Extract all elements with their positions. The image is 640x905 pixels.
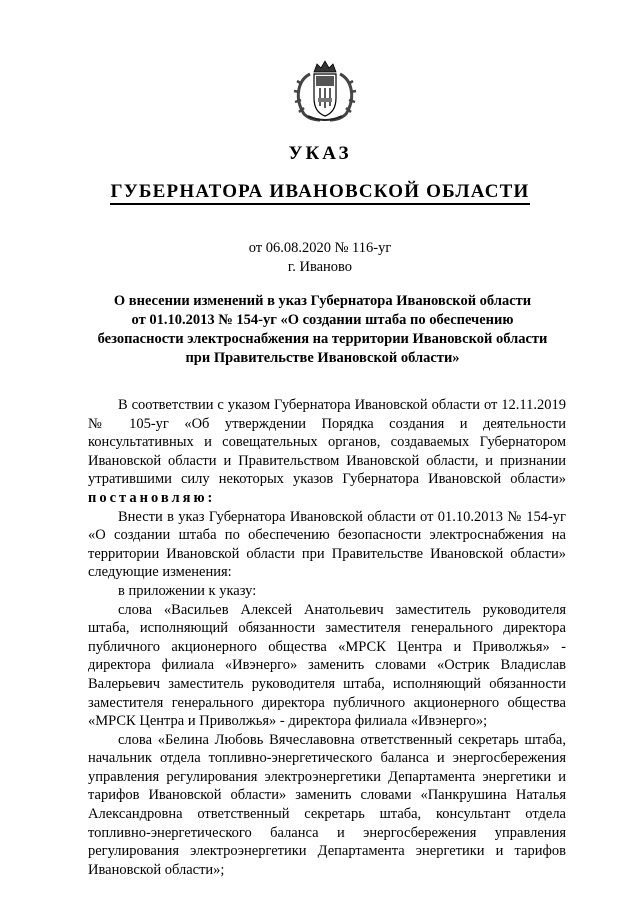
- preamble-text: В соответствии с указом Губернатора Ивановской области от 12.11.2019 № 105-уг «Об утверждении Порядка создания и деятельности консультативных и совещательных органов, создаваемых Губернатором Ивановской области и Правительством Ивановской области, и признании утратившими силу некоторых указов Губернатора Ивановской области»: [88, 397, 566, 488]
- decree-body: [88, 396, 566, 879]
- body-paragraph: слова «Васильев Алексей Анатольевич заместитель руководителя штаба, исполняющий обязанности заместителя генерального директора публичного акционерного общества «МРСК Центра и Приволжья» - директора филиала «Ивэнерго» заменить словами «Острик Владислав Валерьевич заместитель руководителя штаба, исполняющий обязанности заместителя генерального директора публичного акционерного общества «МРСК Центра и Приволжья» - директора филиала «Ивэнерго»;: [88, 601, 566, 730]
- heading-line: безопасности электроснабжения на территории Ивановской области: [97, 331, 548, 347]
- decree-city: г. Иваново: [287, 259, 353, 275]
- decree-date-number: от 06.08.2020 № 116-уг: [248, 240, 392, 256]
- decree-heading: [90, 292, 555, 368]
- body-paragraph: в приложении к указу:: [118, 582, 257, 599]
- issuer-title: [0, 181, 640, 203]
- heading-line: О внесении изменений в указ Губернатора Ивановской области: [113, 293, 532, 309]
- decree-title: УКАЗ: [288, 143, 352, 164]
- heading-line: при Правительстве Ивановской области»: [185, 350, 460, 366]
- body-paragraph: Внести в указ Губернатора Ивановской области от 01.10.2013 № 154-уг «О создании штаба по обеспечению безопасности электроснабжения на территории Ивановской области при Правительстве Ивановской области» следующие изменения:: [88, 508, 566, 581]
- issuer-title-text: ГУБЕРНАТОРА ИВАНОВСКОЙ ОБЛАСТИ: [110, 181, 529, 205]
- coat-of-arms-emblem: [290, 58, 360, 124]
- resolve-word: постановляю:: [88, 489, 216, 506]
- coat-of-arms-icon: [290, 58, 360, 124]
- heading-line: от 01.10.2013 № 154-уг «О создании штаба по обеспечению: [131, 312, 514, 328]
- body-paragraph: слова «Белина Любовь Вячеславовна ответственный секретарь штаба, начальник отдела топливно-энергетического баланса и энергосбережения управления регулирования электроэнергетики Департамента энергетики и тарифов Ивановской области» заменить словами «Панкрушина Наталья Александровна ответственный секретарь штаба, консультант отдела топливно-энергетического баланса и энергосбережения управления регулирования электроэнергетики Департамента энергетики и тарифов Ивановской области»;: [88, 731, 566, 878]
- preamble-paragraph: [88, 396, 566, 508]
